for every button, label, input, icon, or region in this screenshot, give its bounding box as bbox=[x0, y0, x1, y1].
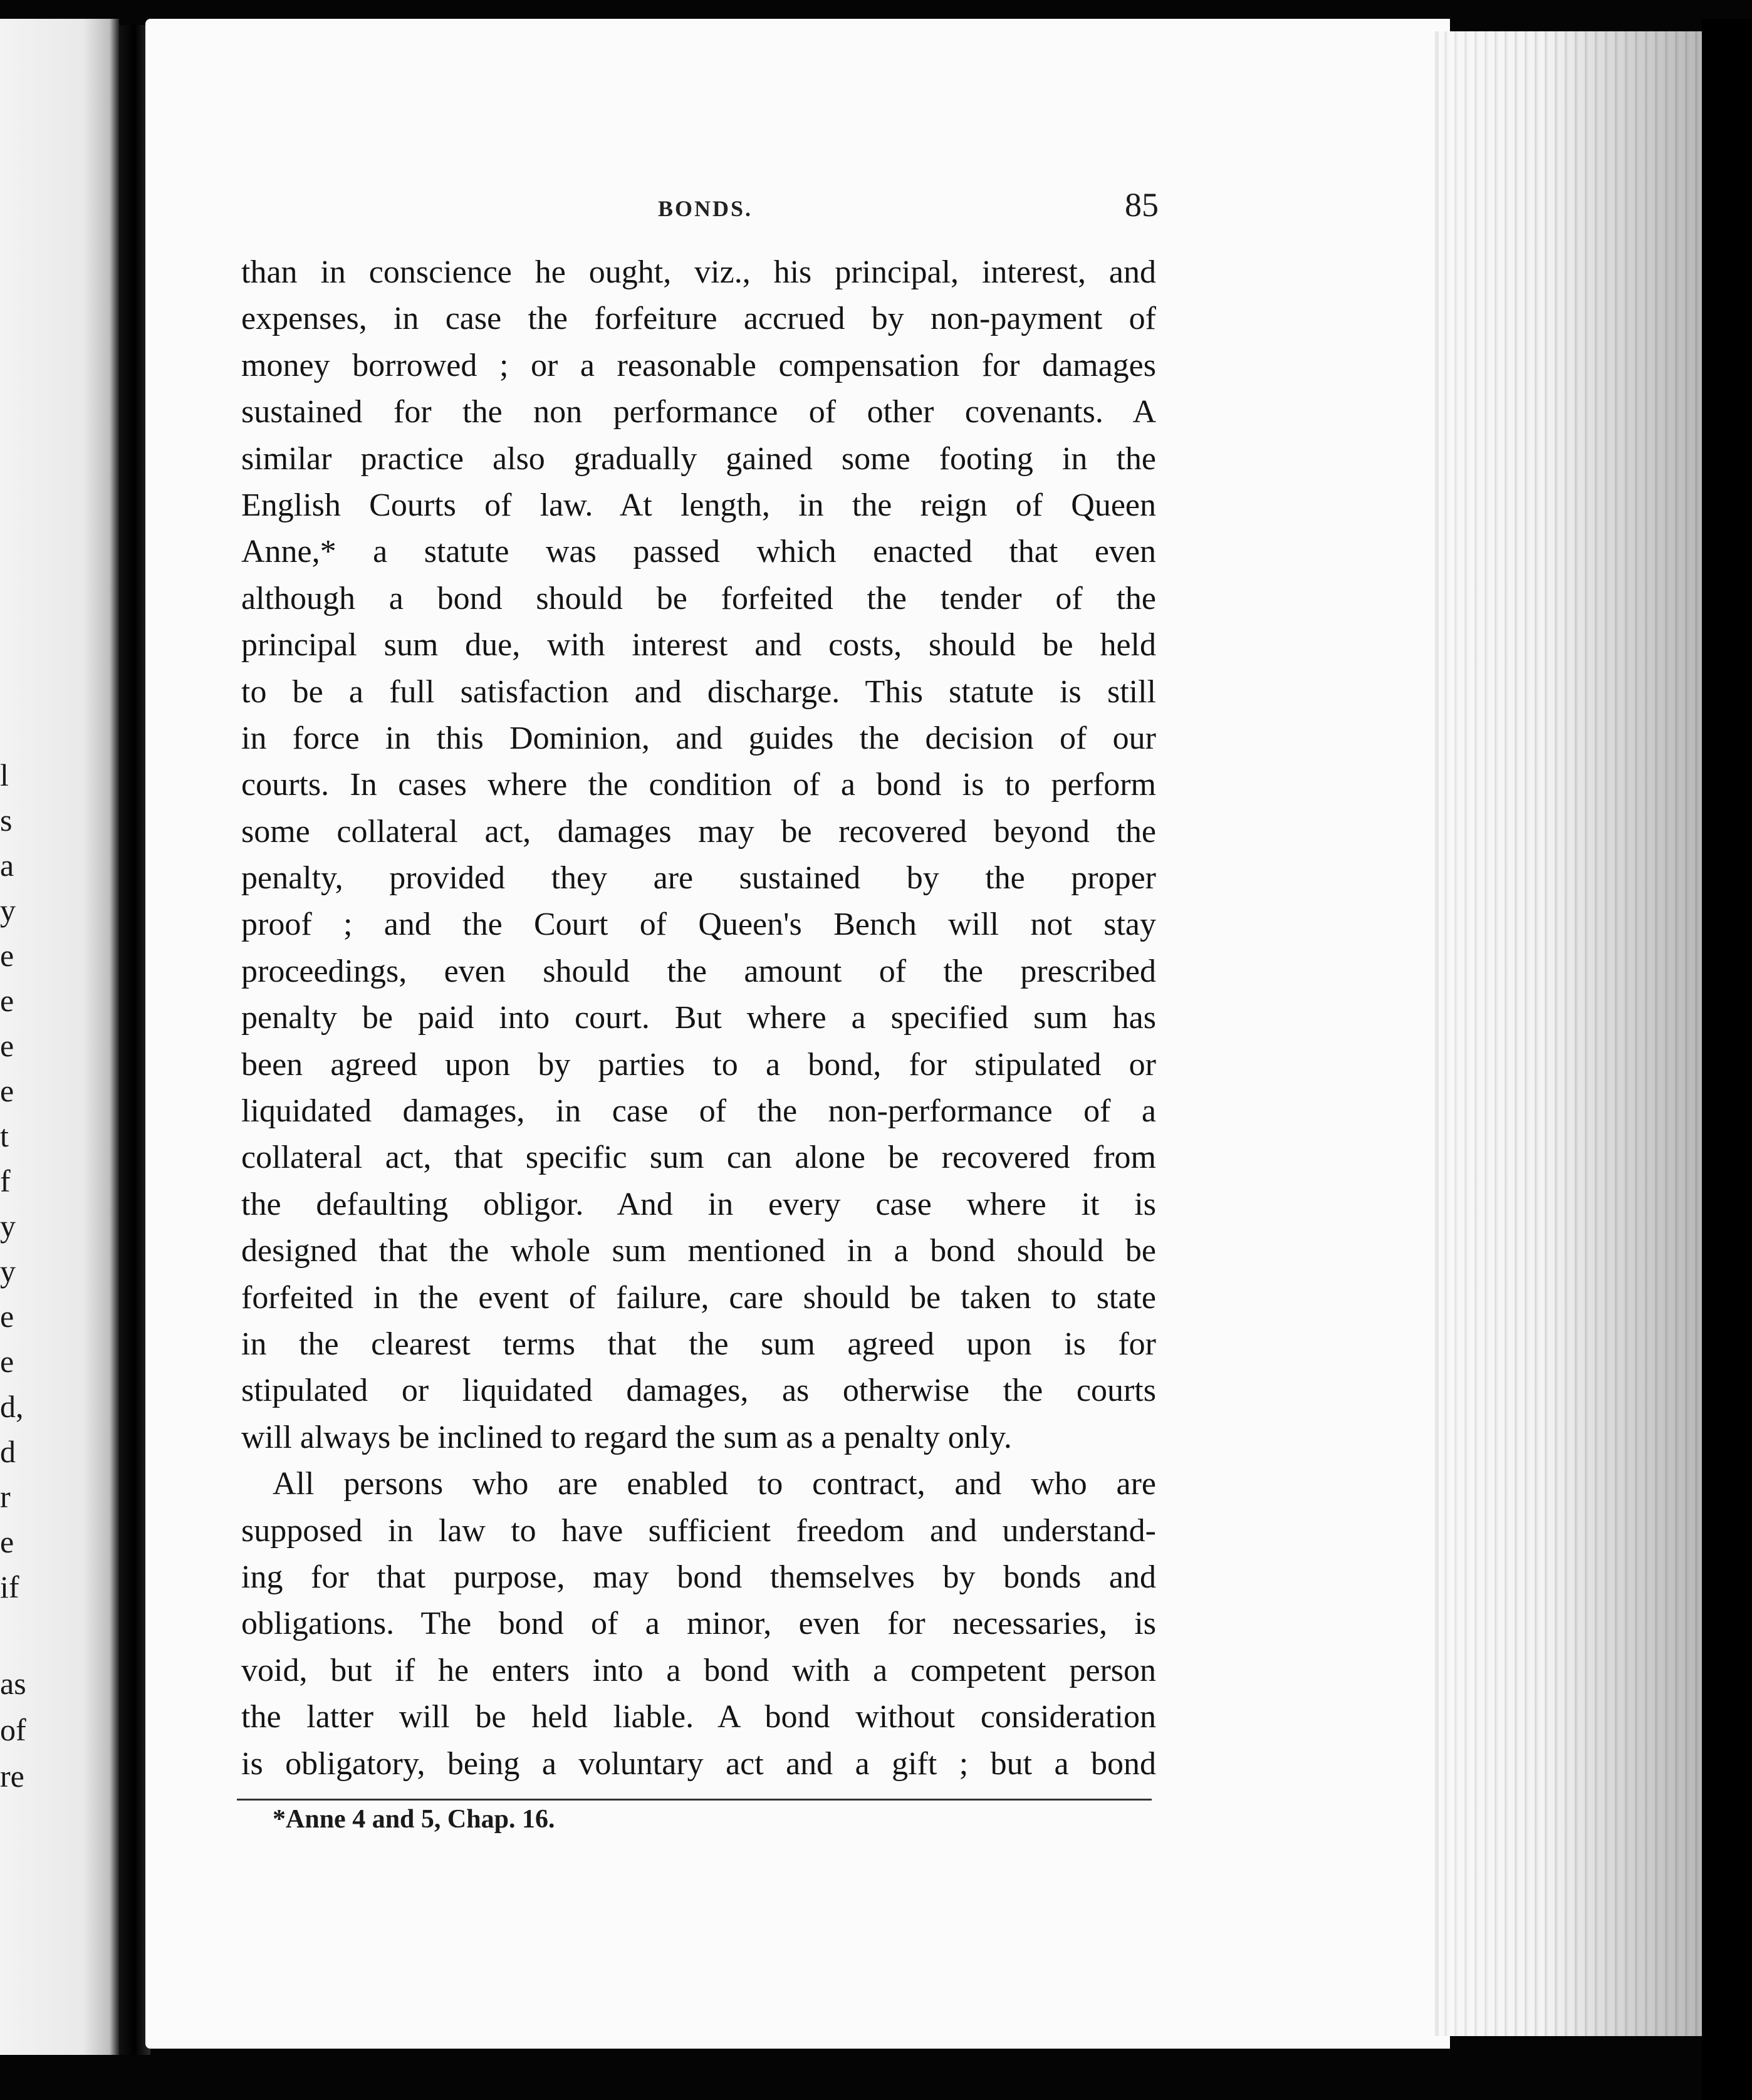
text-line: obligations. The bond of a minor, even for necessaries, is bbox=[241, 1606, 1156, 1642]
text-line: some collateral act, damages may be recovered beyond the bbox=[241, 813, 1156, 850]
footnote: *Anne 4 and 5, Chap. 16. bbox=[273, 1805, 555, 1834]
text-line: proof ; and the Court of Queen's Bench will not stay bbox=[241, 907, 1156, 943]
left-fragment: of bbox=[0, 1712, 26, 1747]
paragraph-start-line: All persons who are enabled to contract, and who are bbox=[273, 1466, 1156, 1502]
left-fragment: t bbox=[0, 1118, 9, 1153]
text-line: penalty be paid into court. But where a specified sum has bbox=[241, 1000, 1156, 1036]
text-line: in force in this Dominion, and guides the decision of our bbox=[241, 720, 1156, 756]
left-fragment: l bbox=[0, 757, 9, 793]
text-line: the latter will be held liable. A bond without consideration bbox=[241, 1699, 1156, 1735]
text-line: money borrowed ; or a reasonable compensation for damages bbox=[241, 347, 1156, 383]
text-line: is obligatory, being a voluntary act and a gift ; but a bond bbox=[241, 1745, 1156, 1782]
left-fragment: d, bbox=[0, 1389, 24, 1424]
text-line: stipulated or liquidated damages, as otherwise the courts bbox=[241, 1373, 1156, 1409]
scan-border bbox=[1702, 19, 1752, 2100]
left-page-text-fragments bbox=[0, 19, 119, 2055]
left-fragment: y bbox=[0, 1209, 16, 1244]
text-line: in the clearest terms that the sum agreed upon is for bbox=[241, 1326, 1156, 1362]
left-fragment: y bbox=[0, 893, 16, 928]
text-line: sustained for the non performance of other covenants. A bbox=[241, 394, 1156, 430]
paragraph-end-line: will always be inclined to regard the sum as a penalty only. bbox=[241, 1419, 1012, 1455]
text-line: penalty, provided they are sustained by the proper bbox=[241, 860, 1156, 897]
text-line: designed that the whole sum mentioned in a bond should be bbox=[241, 1233, 1156, 1269]
text-line: although a bond should be forfeited the tender of the bbox=[241, 580, 1156, 616]
left-fragment: f bbox=[0, 1163, 11, 1198]
left-fragment: e bbox=[0, 1299, 14, 1334]
left-fragment: re bbox=[0, 1759, 24, 1794]
left-fragment: e bbox=[0, 1344, 14, 1379]
text-line: forfeited in the event of failure, care should be taken to state bbox=[241, 1279, 1156, 1316]
running-head: BONDS. bbox=[658, 196, 753, 221]
text-line: English Courts of law. At length, in the reign of Queen bbox=[241, 487, 1156, 523]
left-fragment: e bbox=[0, 1028, 14, 1063]
text-line: courts. In cases where the condition of a bond is to perform bbox=[241, 767, 1156, 803]
text-line: proceedings, even should the amount of the prescribed bbox=[241, 953, 1156, 989]
text-line: void, but if he enters into a bond with a competent person bbox=[241, 1652, 1156, 1688]
text-line: similar practice also gradually gained some footing in the bbox=[241, 440, 1156, 477]
footnote-rule bbox=[237, 1799, 1152, 1801]
text-line: to be a full satisfaction and discharge. This statute is still bbox=[241, 673, 1156, 710]
left-fragment: e bbox=[0, 1524, 14, 1559]
text-line: the defaulting obligor. And in every case where it is bbox=[241, 1186, 1156, 1222]
left-fragment: e bbox=[0, 938, 14, 973]
left-facing-page bbox=[0, 19, 119, 2055]
text-line: been agreed upon by parties to a bond, for stipulated or bbox=[241, 1046, 1156, 1083]
body-text bbox=[241, 249, 1156, 1787]
text-line: than in conscience he ought, viz., his principal, interest, and bbox=[241, 254, 1156, 290]
page-number: 85 bbox=[1125, 186, 1159, 224]
left-fragment: y bbox=[0, 1254, 16, 1289]
left-fragment: if bbox=[0, 1569, 19, 1604]
text-line: expenses, in case the forfeiture accrued by non-payment of bbox=[241, 301, 1156, 337]
text-line: ing for that purpose, may bond themselves by bonds and bbox=[241, 1559, 1156, 1595]
left-fragment: e bbox=[0, 983, 14, 1018]
text-line: liquidated damages, in case of the non-performance of a bbox=[241, 1093, 1156, 1130]
text-line: supposed in law to have sufficient freedom and understand- bbox=[241, 1512, 1156, 1549]
left-fragment: a bbox=[0, 848, 14, 883]
left-fragment: e bbox=[0, 1073, 14, 1108]
text-line: collateral act, that specific sum can alone be recovered from bbox=[241, 1140, 1156, 1176]
left-fragment: s bbox=[0, 803, 13, 838]
text-line: Anne,* a statute was passed which enacted that even bbox=[241, 534, 1156, 570]
left-fragment: r bbox=[0, 1479, 11, 1514]
left-fragment: d bbox=[0, 1434, 16, 1469]
text-line: principal sum due, with interest and costs, should be held bbox=[241, 627, 1156, 663]
left-fragment: as bbox=[0, 1666, 26, 1701]
page-edges-shading bbox=[1435, 31, 1704, 2036]
